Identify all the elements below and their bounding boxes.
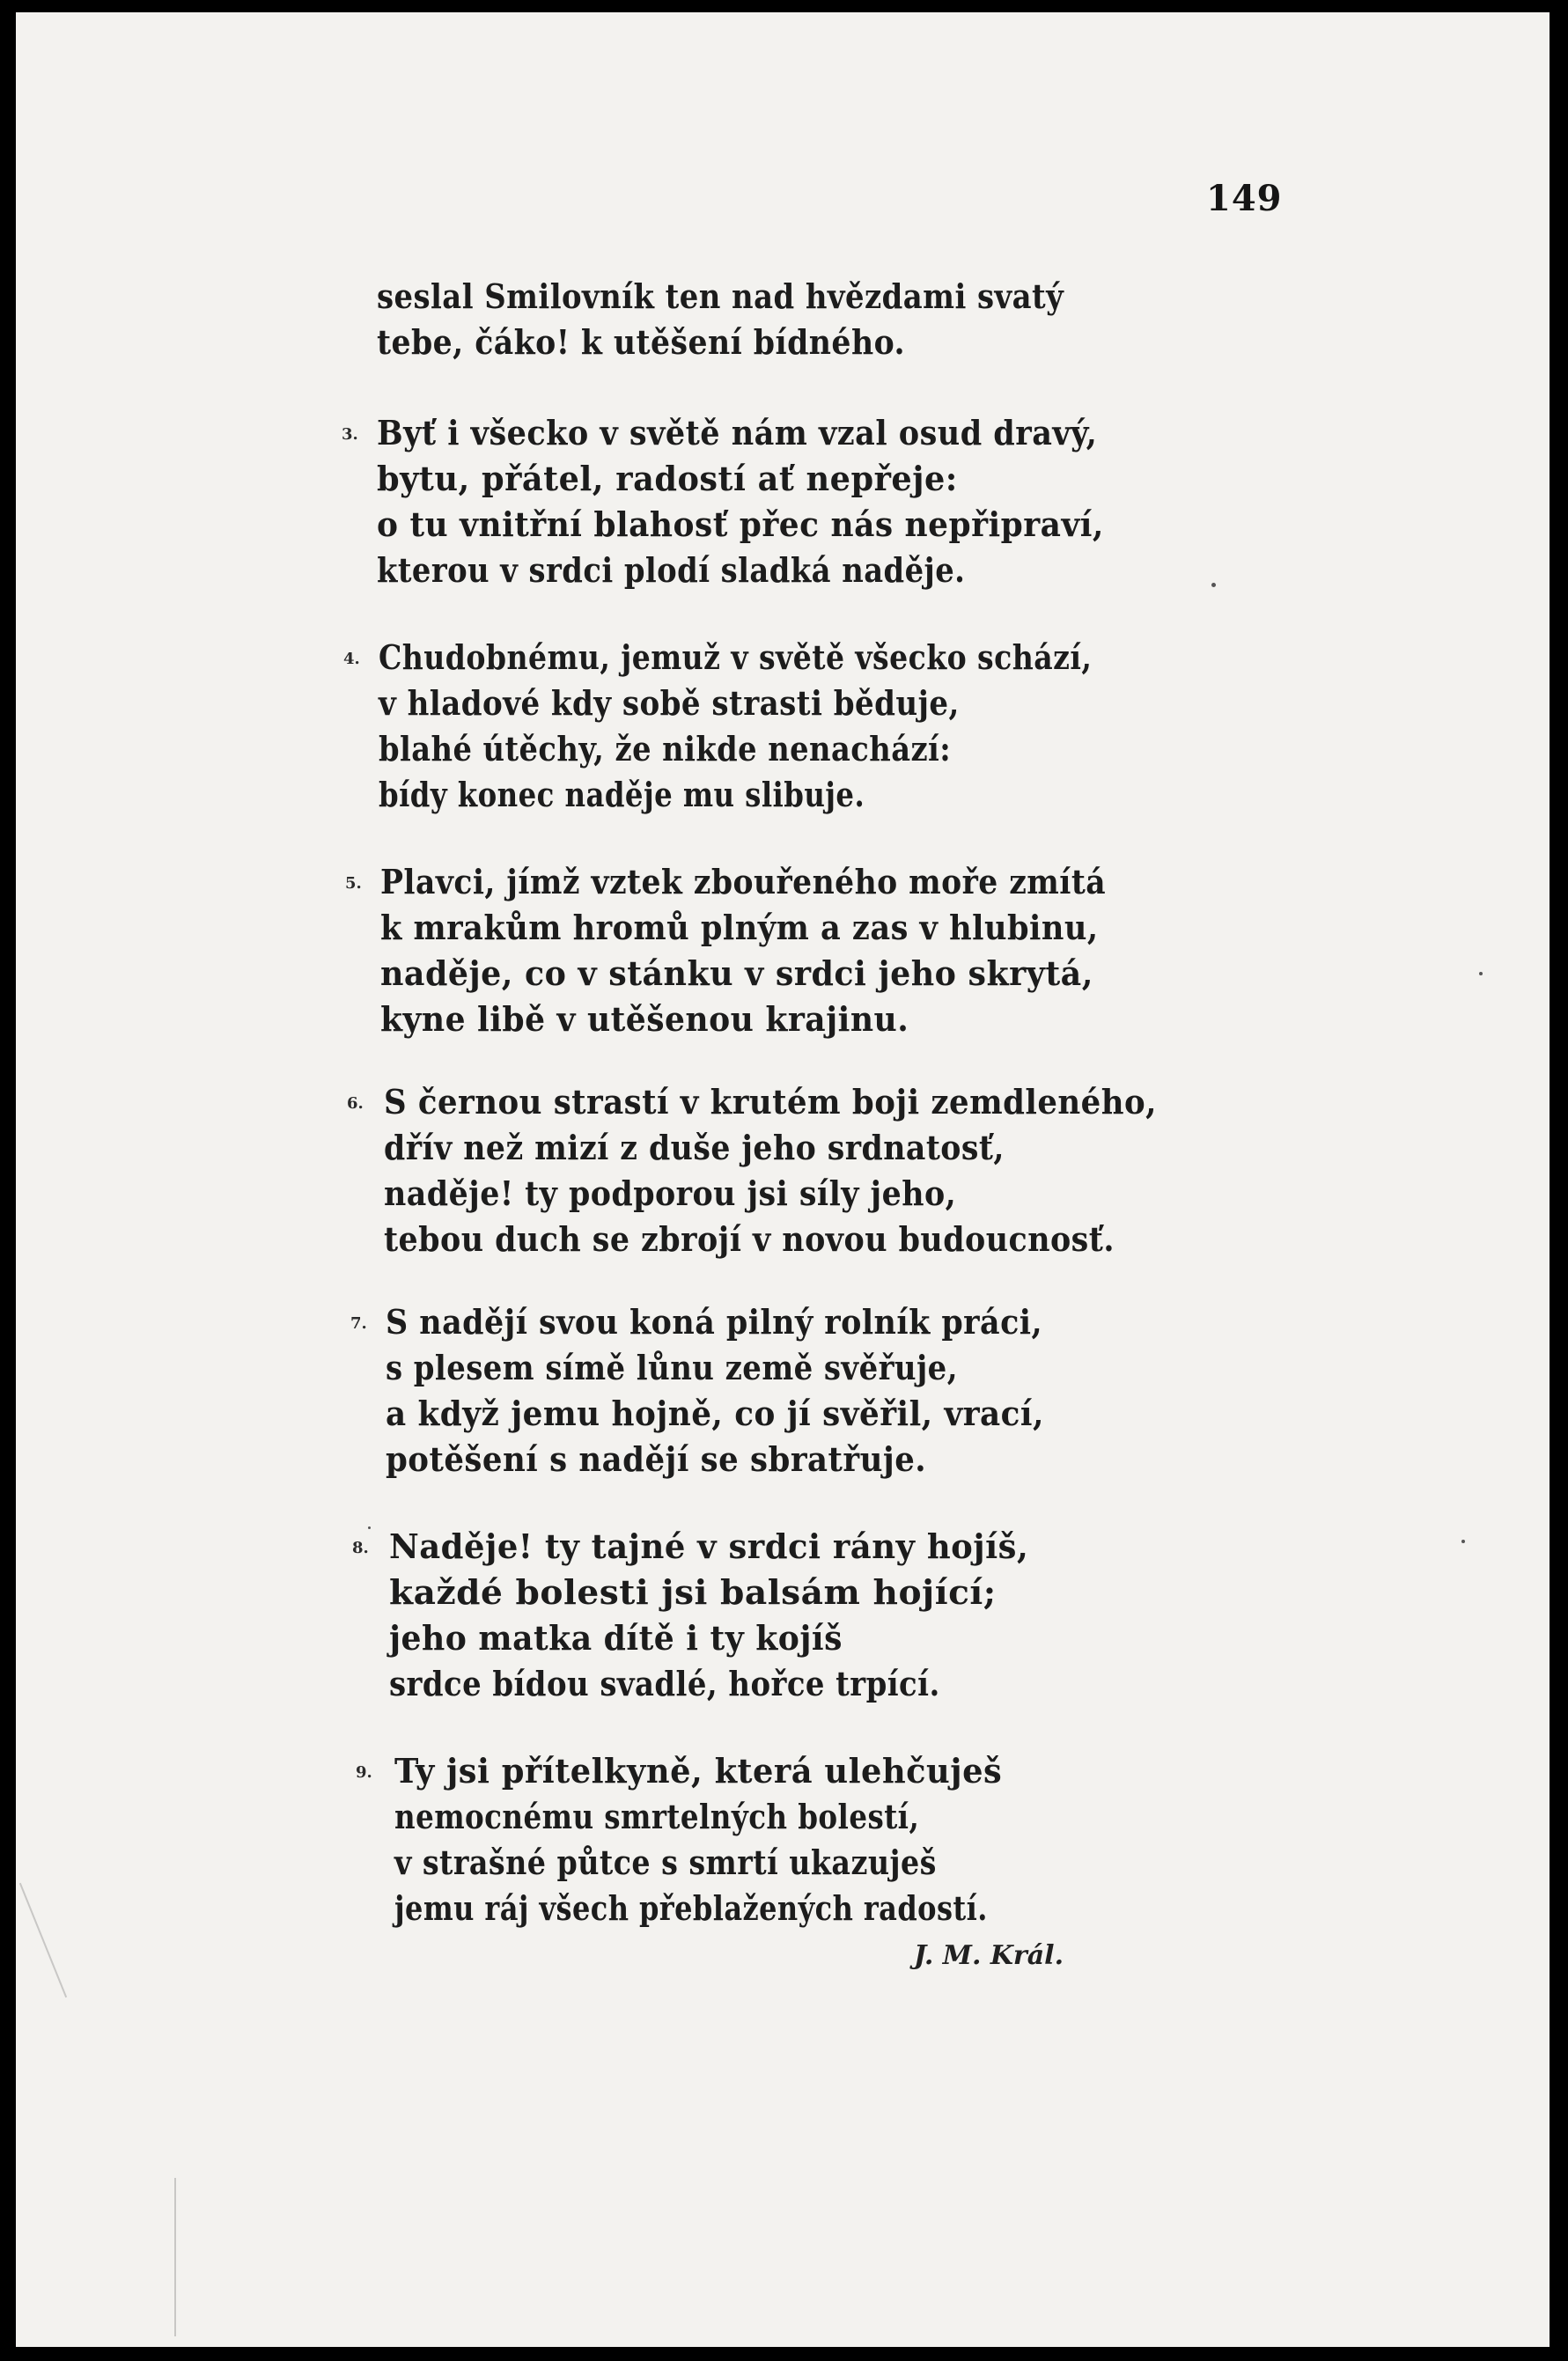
paper-speck: [1461, 1540, 1465, 1543]
paper-speck: [1211, 583, 1216, 587]
author-signature: J. M. Král.: [914, 1940, 1064, 1971]
poem-line: jemu ráj všech přeblažených radostí.: [394, 1888, 988, 1928]
poem-line: kyne libě v utěšenou krajinu.: [380, 999, 909, 1039]
poem-line: tebe, čáko! k utěšení bídného.: [377, 322, 906, 362]
poem-line: naděje! ty podporou jsi síly jeho,: [384, 1173, 957, 1213]
paper-speck: [368, 1526, 371, 1529]
poem-line: tebou duch se zbrojí v novou budoucnosť.: [384, 1219, 1115, 1259]
poem-line: naděje, co v stánku v srdci jeho skrytá,: [380, 953, 1093, 993]
poem-line: každé bolesti jsi balsám hojící;: [389, 1572, 997, 1612]
poem-line: o tu vnitřní blahosť přec nás nepřipraví,: [377, 504, 1104, 544]
paper-speck: [1479, 972, 1483, 975]
poem-line: nemocnému smrtelných bolestí,: [394, 1797, 920, 1836]
stanza-number: 6.: [347, 1094, 364, 1113]
poem-line: jeho matka dítě i ty kojíš: [389, 1618, 843, 1658]
poem-line: srdce bídou svadlé, hořce trpící.: [389, 1664, 940, 1703]
poem-line: dřív než mizí z duše jeho srdnatosť,: [384, 1128, 1005, 1167]
page-crease: [174, 2178, 176, 2336]
poem: [16, 12, 1550, 2347]
poem-line: Ty jsi přítelkyně, která ulehčuješ: [394, 1751, 1003, 1791]
poem-line: S nadějí svou koná pilný rolník práci,: [386, 1302, 1043, 1342]
book-page: [16, 12, 1550, 2347]
poem-line: v hladové kdy sobě strasti běduje,: [379, 683, 960, 723]
poem-line: v strašné půtce s smrtí ukazuješ: [394, 1842, 937, 1882]
stanza-number: 9.: [356, 1763, 372, 1782]
poem-line: s plesem símě lůnu země svěřuje,: [386, 1348, 958, 1387]
stanza-number: 8.: [352, 1539, 369, 1557]
poem-line: seslal Smilovník ten nad hvězdami svatý: [377, 276, 1064, 316]
poem-line: Byť i všecko v světě nám vzal osud dravý,: [377, 413, 1098, 452]
poem-line: a když jemu hojně, co jí svěřil, vrací,: [386, 1394, 1044, 1433]
poem-line: Chudobnému, jemuž v světě všecko schází,: [379, 637, 1093, 677]
poem-line: S černou strastí v krutém boji zemdleného,: [384, 1082, 1157, 1122]
poem-line: kterou v srdci plodí sladká naděje.: [377, 550, 966, 590]
stanza-number: 7.: [350, 1314, 367, 1333]
poem-line: Naděje! ty tajné v srdci rány hojíš,: [389, 1526, 1029, 1566]
poem-line: potěšení s nadějí se sbratřuje.: [386, 1439, 927, 1479]
poem-line: k mrakům hromů plným a zas v hlubinu,: [380, 908, 1099, 947]
poem-line: bídy konec naděje mu slibuje.: [379, 775, 865, 814]
stanza-number: 5.: [345, 874, 362, 893]
stanza-number: 3.: [342, 425, 358, 444]
poem-line: blahé útěchy, že nikde nenachází:: [379, 729, 952, 769]
poem-line: bytu, přátel, radostí ať nepřeje:: [377, 459, 958, 498]
stanza-number: 4.: [343, 650, 360, 668]
poem-line: Plavci, jímž vztek zbouřeného moře zmítá: [380, 862, 1107, 901]
page-number: 149: [1206, 178, 1283, 219]
